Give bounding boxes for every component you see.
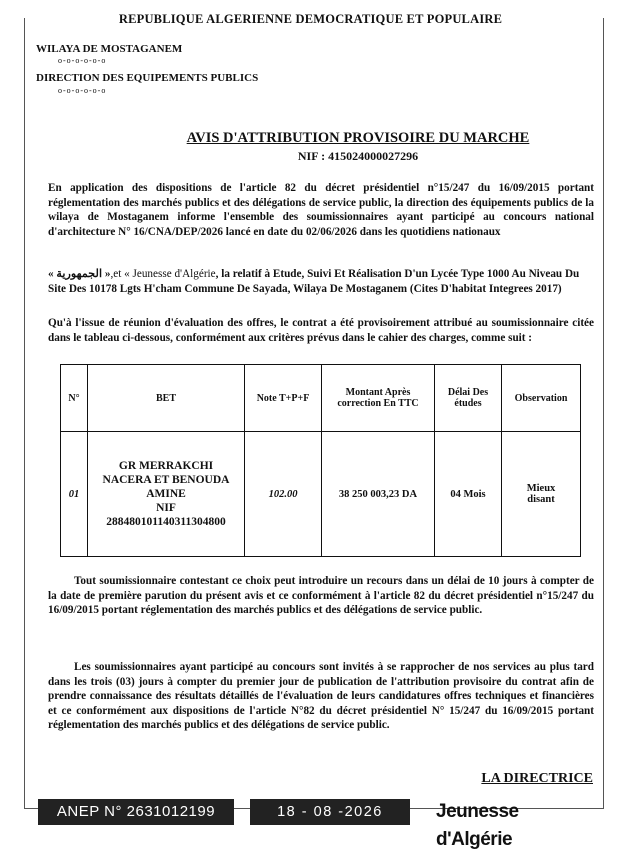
cell-amount: 38 250 003,23 DA <box>322 432 435 557</box>
header-note: Note T+P+F <box>245 365 322 432</box>
header-number: N° <box>61 365 88 432</box>
frame-border-right <box>603 18 604 808</box>
footer-newspaper-logo: Jeunesse d'Algérie <box>436 801 519 850</box>
paragraph-object <box>48 267 594 296</box>
observation-line: Mieux <box>526 483 556 494</box>
paragraph-application <box>48 181 594 239</box>
cell-number: 01 <box>61 432 88 557</box>
cell-bet <box>88 432 245 557</box>
cell-delay: 04 Mois <box>435 432 502 557</box>
paragraph-evaluation: Qu'à l'issue de réunion d'évaluation des offres, le contrat a été provisoirement attribué au soumissionnaire citée dans le tableau ci-dessous, conformément aux critères prévus dans le cahier des charges, comme suit : <box>48 317 594 344</box>
cell-observation <box>502 432 581 557</box>
paragraph-consultation: Les soumissionnaires ayant participé au concours sont invités à se rapprocher de nos services au plus tard dans les trois (03) jours à compter du premier jour de publication de l'attribution provisoire du contrat afin de prendre connaissance des résultats détaillés de l'évaluation de leurs candidatures offres techniques et financières et ce conformément aux dispositions de l'article N°82 du décret présidentiel N° 15/247 du 16/09/2015 portant réglementation des marchés publics et des délégations de service public. <box>48 661 594 732</box>
table-header-row <box>61 365 581 432</box>
ornament-divider: o-o-o-o-o-o <box>58 86 107 95</box>
signature-title: LA DIRECTRICE <box>481 771 593 786</box>
notice-nif: NIF : 415024000027296 <box>297 149 419 163</box>
wilaya-label: WILAYA DE MOSTAGANEM <box>36 43 183 55</box>
frame-border-left <box>24 18 25 808</box>
bet-nif-value: 288480101140311304800 <box>106 516 226 528</box>
republic-header: REPUBLIQUE ALGERIENNE DEMOCRATIQUE ET POPULAIRE <box>118 12 503 26</box>
table-row <box>61 432 581 557</box>
header-bet: BET <box>88 365 245 432</box>
footer-date: 18 - 08 -2026 <box>250 799 410 825</box>
cell-note: 102.00 <box>245 432 322 557</box>
paragraph-appeal: Tout soumissionnaire contestant ce choix peut introduire un recours dans un délai de 10 jours à compter de la date de première parution du présent avis et ce conformément à l'article 82 du décret présidentiel n°15/247 du 16/09/2015 portant réglementation des marchés publics et des délégations de service public. <box>48 575 594 617</box>
project-object-text: , la relatif à Etude, Suivi Et Réalisation D'un Lycée Type 1000 Au Niveau Du Site Des 10178 Lgts H'cham Commune De Sayada, Wilaya De Mostaganem (Cites D'habitat Integrees 2017) <box>48 268 580 295</box>
bet-nif-label: NIF <box>156 502 176 514</box>
ornament-divider: o-o-o-o-o-o <box>58 56 107 65</box>
conjunction-text: ,et « <box>110 268 130 280</box>
arabic-newspaper-name: « الجمهورية » <box>48 268 111 280</box>
notice-title: AVIS D'ATTRIBUTION PROVISOIRE DU MARCHE <box>186 130 530 146</box>
attribution-table <box>60 364 581 557</box>
header-amount: Montant Après correction En TTC <box>322 365 435 432</box>
footer-anep-number: ANEP N° 2631012199 <box>38 799 234 825</box>
bet-name-line: AMINE <box>146 488 186 500</box>
newspaper-name: Jeunesse d'Algérie <box>129 268 216 280</box>
bet-name-line: NACERA ET BENOUDA <box>102 474 230 486</box>
header-observation: Observation <box>502 365 581 432</box>
bet-name-line: GR MERRAKCHI <box>118 460 214 472</box>
paragraph-application-text: En application des dispositions de l'article 82 du décret présidentiel n°15/247 du 16/09/2015 portant réglementation des marchés publics et des délégations de service public, la direction des équipements publics de la wilaya de Mostaganem informe l'ensemble des soumissionnaires ayant participé au concours national d'architecture N° 16/CNA/DEP/2026 lancé en date du 02/06/2026 dans les quotidiens nationaux <box>48 182 594 238</box>
direction-label: DIRECTION DES EQUIPEMENTS PUBLICS <box>36 72 259 84</box>
observation-line: disant <box>527 494 555 505</box>
header-delay: Délai Des études <box>435 365 502 432</box>
